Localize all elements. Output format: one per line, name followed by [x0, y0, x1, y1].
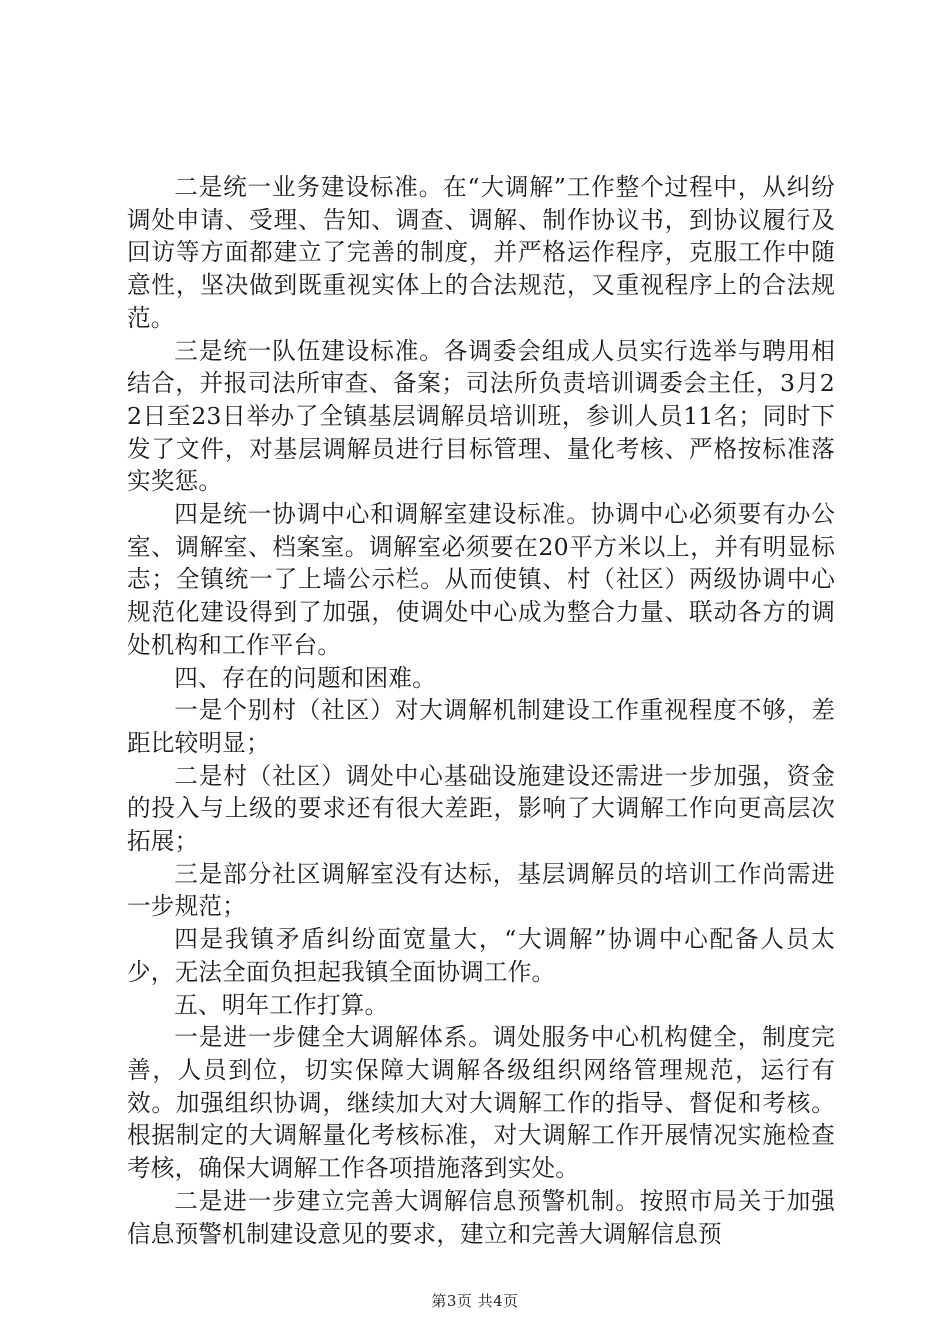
section-heading: 五、明年工作打算。	[174, 990, 389, 1019]
page-number: 第3页 共4页	[431, 1292, 519, 1310]
paragraph: 一是个别村（社区）对大调解机制建设工作重视程度不够，差距比较明显；	[127, 696, 835, 757]
section-heading: 四、存在的问题和困难。	[174, 663, 436, 692]
paragraph: 二是村（社区）调处中心基础设施建设还需进一步加强，资金的投入与上级的要求还有很大差距，影响了大调解工作向更高层次拓展；	[127, 761, 835, 856]
paragraph: 二是统一业务建设标准。在“大调解”工作整个过程中，从纠纷调处申请、受理、告知、调查、调解、制作协议书，到协议履行及回访等方面都建立了完善的制度，并严格运作程序，克服工作中随意性，坚决做到既重视实体上的合法规范，又重视程序上的合法规范。	[127, 173, 835, 332]
paragraph: 四是统一协调中心和调解室建设标准。协调中心必须要有办公室、调解室、档案室。调解室必须要在20平方米以上，并有明显标志；全镇统一了上墙公示栏。从而使镇、村（社区）两级协调中心规范化建设得到了加强，使调处中心成为整合力量、联动各方的调处机构和工作平台。	[127, 500, 835, 659]
paragraph: 三是部分社区调解室没有达标，基层调解员的培训工作尚需进一步规范；	[127, 859, 835, 921]
paragraph: 二是进一步建立完善大调解信息预警机制。按照市局关于加强信息预警机制建设意见的要求，建立和完善大调解信息预	[127, 1186, 835, 1248]
paragraph: 四是我镇矛盾纠纷面宽量大，“大调解”协调中心配备人员太少，无法全面负担起我镇全面协调工作。	[127, 925, 835, 986]
paragraph: 三是统一队伍建设标准。各调委会组成人员实行选举与聘用相结合，并报司法所审查、备案；司法所负责培训调委会主任，3月22日至23日举办了全镇基层调解员培训班，参训人员11名；同时下发了文件，对基层调解员进行目标管理、量化考核、严格按标准落实奖惩。	[127, 336, 835, 496]
paragraph: 一是进一步健全大调解体系。调处服务中心机构健全，制度完善，人员到位，切实保障大调解各级组织网络管理规范，运行有效。加强组织协调，继续加大对大调解工作的指导、督促和考核。根据制定的大调解量化考核标准，对大调解工作开展情况实施检查考核，确保大调解工作各项措施落到实处。	[127, 1023, 835, 1183]
document-body	[127, 171, 835, 1250]
